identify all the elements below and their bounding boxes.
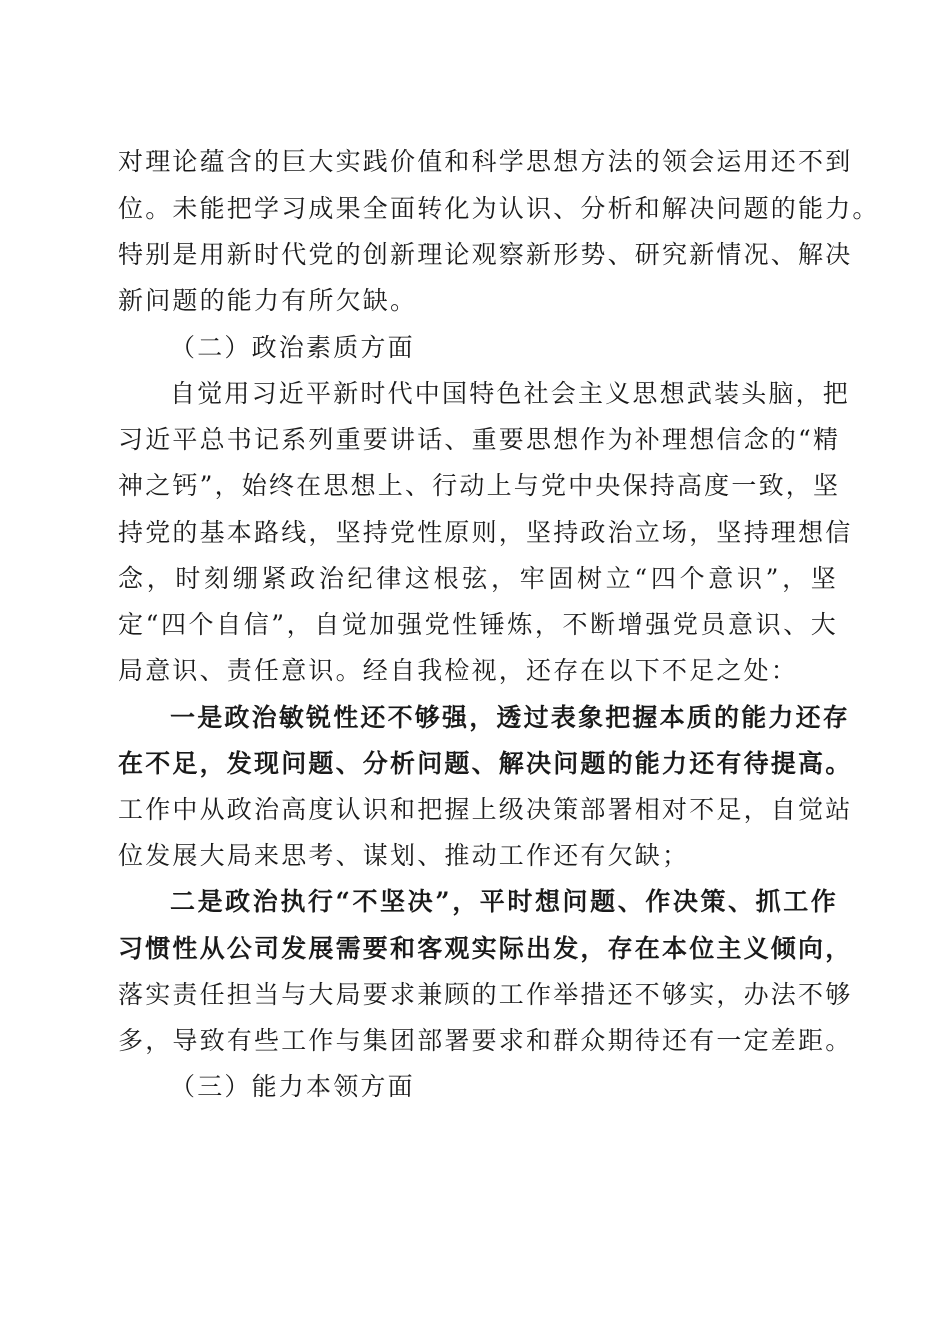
text-line: 特别是用新时代党的创新理论观察新形势、研究新情况、解决 (118, 240, 853, 269)
text-line: 落实责任担当与大局要求兼顾的工作举措还不够实，办法不够 (118, 980, 853, 1009)
text-line: 多，导致有些工作与集团部署要求和群众期待还有一定差距。 (118, 1026, 853, 1055)
text-line: 局意识、责任意识。经自我检视，还存在以下不足之处： (118, 656, 799, 685)
text-line: 在不足，发现问题、分析问题、解决问题的能力还有待提高。 (118, 749, 853, 778)
text-line: 二是政治执行“不坚决”，平时想问题、作决策、抓工作 (170, 887, 838, 916)
text-line: 念，时刻绷紧政治纪律这根弦，牢固树立“四个意识”，坚 (118, 564, 838, 593)
text-line: 位发展大局来思考、谋划、推动工作还有欠缺； (118, 841, 690, 870)
text-line: 定“四个自信”，自觉加强党性锤炼，不断增强党员意识、大 (118, 610, 838, 639)
text-line: 习惯性从公司发展需要和客观实际出发，存在本位主义倾向， (118, 934, 853, 963)
section-heading: （三）能力本领方面 (170, 1072, 415, 1101)
text-line: 对理论蕴含的巨大实践价值和科学思想方法的领会运用还不到 (118, 147, 853, 176)
text-line: 一是政治敏锐性还不够强，透过表象把握本质的能力还存 (170, 703, 851, 732)
section-heading: （二）政治素质方面 (170, 333, 415, 362)
text-line: 习近平总书记系列重要讲话、重要思想作为补理想信念的“精 (118, 425, 841, 454)
text-line: 持党的基本路线，坚持党性原则，坚持政治立场，坚持理想信 (118, 518, 853, 547)
text-line: 工作中从政治高度认识和把握上级决策部署相对不足，自觉站 (118, 795, 853, 824)
text-line: 神之钙”，始终在思想上、行动上与党中央保持高度一致，坚 (118, 471, 841, 500)
text-line: 位。未能把学习成果全面转化为认识、分析和解决问题的能力。 (118, 194, 880, 223)
text-line: 自觉用习近平新时代中国特色社会主义思想武装头脑，把 (170, 379, 851, 408)
text-line: 新问题的能力有所欠缺。 (118, 286, 418, 315)
